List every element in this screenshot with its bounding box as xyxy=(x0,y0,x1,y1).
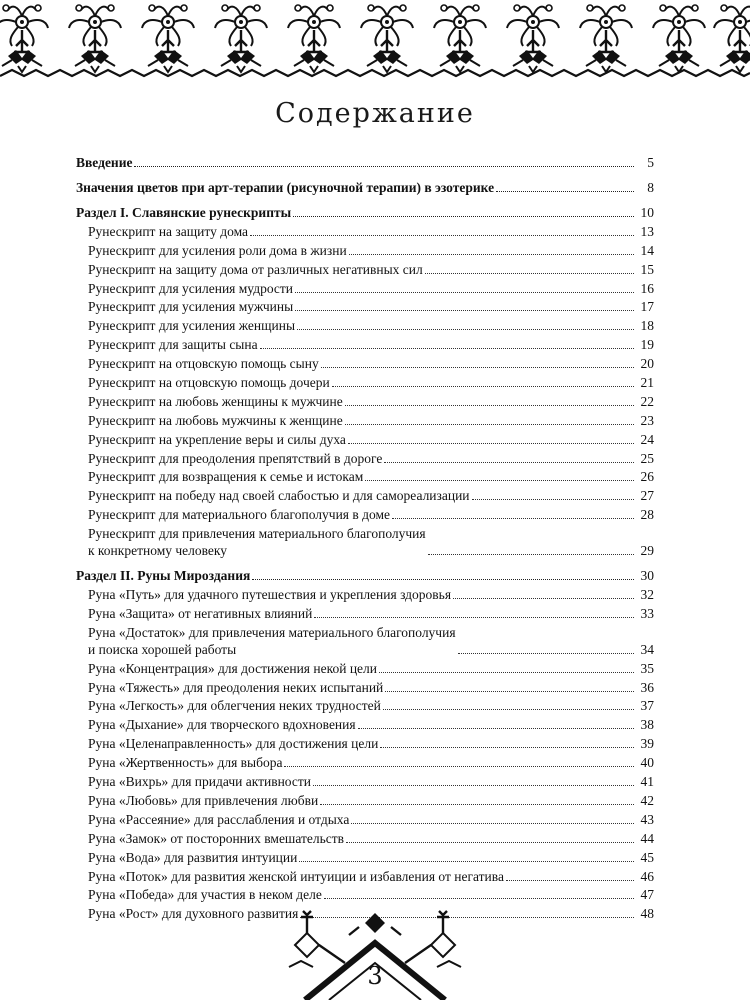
dot-leader xyxy=(385,691,634,692)
toc-entry-title: Рунескрипт для усиления женщины xyxy=(88,318,296,334)
toc-page-number: 34 xyxy=(640,641,654,657)
toc-entry-title: Руна «Легкость» для облегчения неких трудностей xyxy=(88,698,381,714)
toc-entry-title: Рунескрипт на защиту дома xyxy=(88,223,249,239)
dot-leader xyxy=(313,785,634,786)
toc-entry-title: Руна «Достаток» для привлечения материального благополучия и поиска хорошей работы xyxy=(88,624,456,657)
toc-entry-title: Руна «Жертвенность» для выбора xyxy=(88,755,283,771)
toc-page-number: 25 xyxy=(640,450,654,466)
toc-page-number: 40 xyxy=(640,755,654,771)
page-title: Содержание xyxy=(275,98,475,129)
toc-entry[interactable] xyxy=(76,393,654,410)
toc-page-number: 13 xyxy=(640,223,654,239)
toc-entry-title: Значения цветов при арт-терапии (рисуночной терапии) в эзотерике xyxy=(76,180,495,195)
toc-entry-title: Рунескрипт на защиту дома от различных негативных сил xyxy=(88,261,423,277)
toc-entry-title: Руна «Вода» для развития интуиции xyxy=(88,849,298,865)
dot-leader xyxy=(295,310,634,311)
toc-entry[interactable] xyxy=(76,468,654,485)
dot-leader xyxy=(458,653,634,654)
toc-entry-title: Руна «Рассеяние» для расслабления и отдыха xyxy=(88,811,350,827)
toc-entry-title: Руна «Поток» для развития женской интуиции и избавления от негатива xyxy=(88,868,504,884)
toc-entry[interactable] xyxy=(76,754,654,771)
toc-entry[interactable] xyxy=(76,242,654,259)
toc-entry[interactable] xyxy=(76,605,654,622)
toc-page-number: 48 xyxy=(640,906,654,922)
toc-page-number: 44 xyxy=(640,830,654,846)
toc-entry[interactable] xyxy=(76,506,654,523)
toc-entry-title: Рунескрипт для привлечения материального благополучия к конкретному человеку xyxy=(88,526,426,559)
dot-leader xyxy=(392,518,634,519)
dot-leader xyxy=(349,254,634,255)
toc-entry[interactable] xyxy=(76,280,654,297)
toc-entry[interactable] xyxy=(76,679,654,696)
dot-leader xyxy=(358,728,634,729)
toc-entry[interactable] xyxy=(76,792,654,809)
dot-leader xyxy=(380,747,634,748)
toc-entry-title: Рунескрипт на любовь мужчины к женщине xyxy=(88,412,343,428)
page-number: 3 xyxy=(367,962,383,990)
dot-leader xyxy=(321,367,634,368)
dot-leader xyxy=(250,235,634,236)
toc-entry-title: Рунескрипт на отцовскую помощь дочери xyxy=(88,375,330,391)
dot-leader xyxy=(345,424,634,425)
toc-page-number: 15 xyxy=(640,261,654,277)
dot-leader xyxy=(345,405,634,406)
toc-entry[interactable] xyxy=(76,336,654,353)
toc-entry[interactable] xyxy=(76,660,654,677)
dot-leader xyxy=(320,804,634,805)
toc-entry-title: Руна «Дыхание» для творческого вдохновения xyxy=(88,717,356,733)
toc-entry-title: Руна «Защита» от негативных влияний xyxy=(88,605,313,621)
toc-page-number: 23 xyxy=(640,412,654,428)
toc-entry-title: Руна «Любовь» для привлечения любви xyxy=(88,792,319,808)
toc-entry[interactable] xyxy=(76,886,654,903)
toc-entry[interactable] xyxy=(76,355,654,372)
toc-entry[interactable] xyxy=(76,586,654,603)
toc-entry[interactable] xyxy=(76,849,654,866)
toc-page-number: 8 xyxy=(647,180,654,195)
toc-entry-title: Руна «Путь» для удачного путешествия и укрепления здоровья xyxy=(88,587,452,603)
toc-page-number: 29 xyxy=(640,543,654,559)
toc-entry[interactable] xyxy=(76,298,654,315)
dot-leader xyxy=(299,861,634,862)
dot-leader xyxy=(383,709,634,710)
toc-entry-title: Руна «Тяжесть» для преодоления неких испытаний xyxy=(88,679,384,695)
dot-leader xyxy=(425,273,634,274)
toc-entry[interactable] xyxy=(76,811,654,828)
dot-leader xyxy=(428,554,634,555)
toc-entry[interactable] xyxy=(76,830,654,847)
toc-entry-title: Раздел II. Руны Мироздания xyxy=(76,568,251,584)
toc-entry-title: Рунескрипт для преодоления препятствий в дороге xyxy=(88,450,383,466)
toc-page-number: 21 xyxy=(640,375,654,391)
toc-page-number: 16 xyxy=(640,280,654,296)
toc-page-number: 43 xyxy=(640,811,654,827)
toc-entry-title: Рунескрипт на укрепление веры и силы духа xyxy=(88,431,346,447)
dot-leader xyxy=(384,462,634,463)
toc-page-number: 45 xyxy=(640,849,654,865)
dot-leader xyxy=(297,329,634,330)
toc-entry[interactable] xyxy=(76,412,654,429)
toc-page-number: 42 xyxy=(640,792,654,808)
toc-page-number: 14 xyxy=(640,242,654,258)
dot-leader xyxy=(332,386,634,387)
toc-entry[interactable] xyxy=(76,450,654,467)
toc-page-number: 17 xyxy=(640,299,654,315)
toc-page-number: 22 xyxy=(640,393,654,409)
toc-entry-title: Рунескрипт для усиления роли дома в жизни xyxy=(88,242,347,258)
toc-entry-title: Рунескрипт на победу над своей слабостью и для самореализации xyxy=(88,488,470,504)
top-ornament-border xyxy=(0,0,750,92)
toc-page-number: 46 xyxy=(640,868,654,884)
toc-entry-title: Руна «Победа» для участия в неком деле xyxy=(88,887,322,903)
toc-entry[interactable] xyxy=(76,624,654,658)
toc-page-number: 27 xyxy=(640,488,654,504)
toc-entry-title: Рунескрипт на отцовскую помощь сыну xyxy=(88,356,319,372)
toc-page-number: 37 xyxy=(640,698,654,714)
toc-entry-title: Раздел I. Славянские рунескрипты xyxy=(76,205,292,220)
toc-page-number: 33 xyxy=(640,605,654,621)
toc-page-number: 28 xyxy=(640,507,654,523)
toc-entry-title: Руна «Вихрь» для придачи активности xyxy=(88,774,312,790)
toc-entry[interactable] xyxy=(76,374,654,391)
dot-leader xyxy=(453,598,634,599)
toc-entry-title: Рунескрипт на любовь женщины к мужчине xyxy=(88,393,343,409)
dot-leader xyxy=(295,292,634,293)
toc-page-number: 24 xyxy=(640,431,654,447)
toc-entry[interactable] xyxy=(76,716,654,733)
toc-section[interactable] xyxy=(76,204,654,221)
dot-leader xyxy=(284,766,634,767)
toc-entry[interactable] xyxy=(76,223,654,240)
dot-leader xyxy=(293,216,634,217)
dot-leader xyxy=(496,191,634,192)
toc-entry[interactable] xyxy=(76,773,654,790)
toc-entry-title: Руна «Рост» для духовного развития xyxy=(88,906,299,922)
toc-entry-title: Рунескрипт для материального благополучия в доме xyxy=(88,507,391,523)
toc-entry-title: Руна «Замок» от посторонних вмешательств xyxy=(88,830,345,846)
toc-page-number: 32 xyxy=(640,587,654,603)
toc-page-number: 47 xyxy=(640,887,654,903)
toc-page-number: 10 xyxy=(640,205,654,220)
dot-leader xyxy=(346,842,634,843)
toc-entry[interactable] xyxy=(76,261,654,278)
toc-entry-title: Руна «Концентрация» для достижения некой цели xyxy=(88,660,377,676)
toc-entry[interactable] xyxy=(76,868,654,885)
toc-entry[interactable] xyxy=(76,697,654,714)
toc-page-number: 5 xyxy=(647,155,654,170)
toc-entry[interactable] xyxy=(76,431,654,448)
toc-page-number: 39 xyxy=(640,736,654,752)
toc-entry-title: Рунескрипт для усиления мудрости xyxy=(88,280,294,296)
dot-leader xyxy=(379,672,634,673)
toc-entry-title: Рунескрипт для возвращения к семье и истокам xyxy=(88,469,364,485)
toc-entry-title: Руна «Целенаправленность» для достижения цели xyxy=(88,736,379,752)
toc-entry-title: Введение xyxy=(76,155,133,170)
dot-leader xyxy=(351,823,634,824)
toc-section[interactable] xyxy=(76,567,654,584)
toc-page-number: 38 xyxy=(640,717,654,733)
toc-entry[interactable] xyxy=(76,317,654,334)
dot-leader xyxy=(365,480,634,481)
toc-page-number: 18 xyxy=(640,318,654,334)
toc-section[interactable] xyxy=(76,179,654,196)
toc-page-number: 26 xyxy=(640,469,654,485)
dot-leader xyxy=(324,898,634,899)
dot-leader xyxy=(252,579,634,580)
dot-leader xyxy=(134,166,634,167)
toc-page-number: 35 xyxy=(640,660,654,676)
toc-entry-title: Рунескрипт для защиты сына xyxy=(88,337,258,353)
toc-entry[interactable] xyxy=(76,487,654,504)
dot-leader xyxy=(260,348,634,349)
toc-page-number: 36 xyxy=(640,679,654,695)
toc-entry-title: Рунескрипт для усиления мужчины xyxy=(88,299,294,315)
dot-leader xyxy=(506,880,634,881)
dot-leader xyxy=(472,499,634,500)
toc-entry[interactable] xyxy=(76,525,654,559)
toc-page-number: 30 xyxy=(640,568,654,584)
toc-page-number: 20 xyxy=(640,356,654,372)
toc-page-number: 19 xyxy=(640,337,654,353)
toc-entry[interactable] xyxy=(76,735,654,752)
dot-leader xyxy=(348,443,634,444)
toc-section[interactable] xyxy=(76,154,654,171)
toc-page-number: 41 xyxy=(640,774,654,790)
dot-leader xyxy=(314,617,634,618)
table-of-contents xyxy=(76,154,654,922)
